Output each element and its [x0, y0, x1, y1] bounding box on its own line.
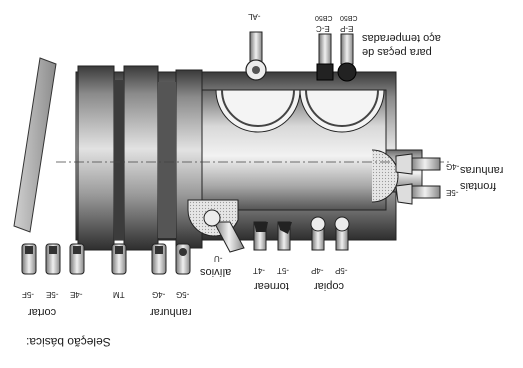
- code-5g: -5G: [176, 290, 190, 299]
- label-turning: tornear: [254, 280, 289, 292]
- insert-5g: [176, 244, 190, 274]
- insert-4e: [70, 244, 84, 274]
- label-hardened-1: aço temperadas: [362, 32, 441, 44]
- code-g4: -4G: [152, 290, 166, 299]
- tool-front-5e: [396, 184, 440, 204]
- tool-5t: [278, 222, 292, 250]
- tool-5p: [335, 217, 349, 250]
- tool-ep: [338, 34, 356, 81]
- tool-ec: [317, 34, 333, 80]
- label-front-1: ranhuras: [460, 164, 504, 176]
- code-front-4g: -4G: [446, 162, 460, 171]
- code-5f: -5F: [22, 290, 34, 299]
- label-grooving: ranhurar: [150, 306, 192, 318]
- label-front-2: frontais: [460, 180, 497, 192]
- label-basic-selection: Seleção básica:: [26, 335, 111, 349]
- tool-4p: [311, 217, 325, 250]
- insert-tm: [112, 244, 126, 274]
- code-cb50-a: CB50: [315, 14, 333, 21]
- code-5e: -5E: [46, 290, 59, 299]
- insert-4g: [152, 244, 166, 274]
- collar-2: [124, 66, 158, 250]
- tool-4t: [254, 222, 268, 250]
- code-al: -AL: [248, 12, 261, 21]
- tool-al: [246, 32, 266, 80]
- code-tm: TM: [113, 290, 125, 299]
- code-front-5e: -5E: [446, 188, 459, 197]
- code-4e: -4E: [70, 290, 83, 299]
- code-5t: -5T: [277, 266, 289, 275]
- code-ep: E-P: [340, 24, 354, 33]
- insert-5f: [22, 244, 36, 274]
- code-cb50-b: CB50: [340, 14, 358, 21]
- label-relief: alívios: [200, 266, 232, 278]
- code-4t: -4T: [253, 266, 265, 275]
- code-5p: -5P: [335, 266, 348, 275]
- code-u: -U: [214, 254, 223, 263]
- groove-2: [158, 82, 176, 238]
- code-4p: -4P: [311, 266, 324, 275]
- insert-5e: [46, 244, 60, 274]
- label-hardened-2: para peças de: [362, 46, 432, 58]
- code-ec: E-C: [316, 24, 330, 33]
- label-cutting: cortar: [28, 306, 57, 318]
- groove-1: [114, 80, 124, 240]
- chuck-face: [14, 58, 56, 232]
- collar-1: [78, 66, 114, 250]
- label-copying: copiar: [314, 280, 344, 292]
